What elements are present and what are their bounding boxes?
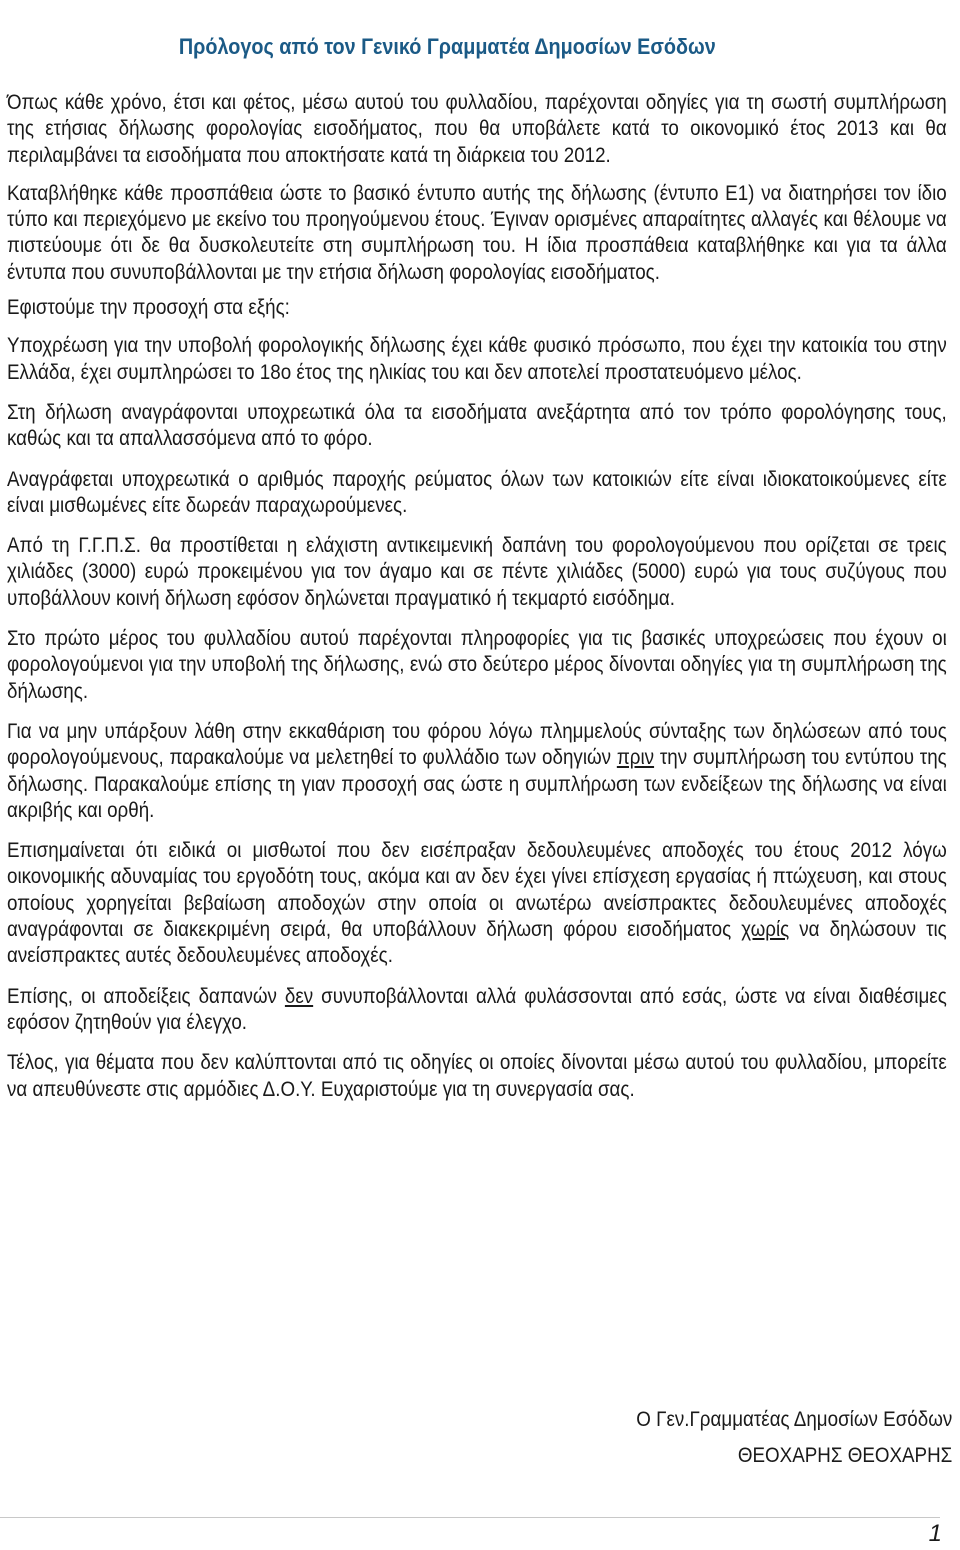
paragraph-electricity-number: Αναγράφεται υποχρεωτικά ο αριθμός παροχής ρεύματος όλων των κατοικιών είτε είναι ιδιοκατοικούμενες είτε είναι μισθωμένες είτε δωρεάν παραχωρούμενες. xyxy=(7,467,947,517)
paragraph-attention: Εφιστούμε την προσοχή στα εξής: xyxy=(7,296,290,320)
paragraph-intro: Όπως κάθε χρόνο, έτσι και φέτος, μέσω αυτού του φυλλαδίου, παρέχονται οδηγίες για τη σωστή συμπλήρωση της ετήσιας δήλωσης φορολογίας εισοδήματος, που θα υποβάλετε κατά το οικονομικό έτος 2013 και θα περιλαμβάνει τα εισοδήματα που αποκτήσατε κατά τη διάρκεια του 2012. xyxy=(7,91,947,167)
underlined-without-word: χωρίς xyxy=(741,918,790,942)
receipts-text-before: Επίσης, οι αποδείξεις δαπανών xyxy=(7,984,285,1008)
underlined-before-word: πριν xyxy=(616,746,655,770)
page-title: Πρόλογος από τον Γενικό Γραμματέα Δημοσίων Εσόδων xyxy=(178,34,716,59)
paragraph-salaried-unpaid xyxy=(7,838,947,969)
paragraph-receipts xyxy=(7,984,947,1037)
salaried-text-after: να δηλώσουν τις ανείσπρακτες αυτές δεδουλευμένες αποδοχές. xyxy=(7,918,947,968)
underlined-not-word: δεν xyxy=(284,984,314,1008)
paragraph-minimum-expense: Από τη Γ.Γ.Π.Σ. θα προστίθεται η ελάχιστη αντικειμενική δαπάνη του φορολογούμενου που ορίζεται σε τρεις χιλιάδες (3000) ευρώ προκειμένου για τον άγαμο και σε πέντε χιλιάδες (5000) ευρώ για τους συζύγους που υποβάλλουν κοινή δήλωση εφόσον δηλώνεται πραγματικό ή τεκμαρτό εισόδημα. xyxy=(7,534,947,610)
page-number: 1 xyxy=(928,1520,942,1547)
paragraph-obligation: Υποχρέωση για την υποβολή φορολογικής δήλωσης έχει κάθε φυσικό πρόσωπο, που έχει την κατοικία του στην Ελλάδα, έχει συμπληρώσει το 18ο έτος της ηλικίας του και δεν αποτελεί προστατευόμενο μέλος. xyxy=(7,334,947,384)
paragraph-closing: Τέλος, για θέματα που δεν καλύπτονται από τις οδηγίες οι οποίες δίνονται μέσω αυτού του φυλλαδίου, μπορείτε να απευθύνεστε στις αρμόδιες Δ.Ο.Υ. Ευχαριστούμε για τη συνεργασία σας. xyxy=(7,1051,947,1101)
paragraph-income-declared: Στη δήλωση αναγράφονται υποχρεωτικά όλα τα εισοδήματα ανεξάρτητα από τον τρόπο φορολόγησης τους, καθώς και τα απαλλασσόμενα από το φόρο. xyxy=(7,400,947,451)
paragraph-avoid-errors xyxy=(7,719,947,824)
signature-name: ΘΕΟΧΑΡΗΣ ΘΕΟΧΑΡΗΣ xyxy=(737,1444,953,1467)
signature-title: Ο Γεν.Γραμματέας Δημοσίων Εσόδων xyxy=(636,1408,953,1431)
avoid-errors-text-after: την συμπλήρωση του εντύπου της δήλωσης. Παρακαλούμε επίσης τη γιαν προσοχή σας ώστε η συμπλήρωση των ενδείξεων της δήλωσης να είναι ακριβής και ορθή. xyxy=(7,746,947,822)
receipts-text-after: συνυποβάλλονται αλλά φυλάσσονται από εσάς, ώστε να είναι διαθέσιμες εφόσον ζητηθούν για έλεγχο. xyxy=(7,984,947,1034)
footer-divider xyxy=(0,1517,940,1518)
document-body xyxy=(7,90,947,1117)
avoid-errors-text-before: Για να μην υπάρξουν λάθη στην εκκαθάριση του φόρου λόγω πλημμελούς σύνταξης των δηλώσεων από τους φορολογούμενους, παρακαλούμε να μελετηθεί το φυλλάδιο των οδηγιών xyxy=(7,719,947,770)
paragraph-booklet-parts: Στο πρώτο μέρος του φυλλαδίου αυτού παρέχονται πληροφορίες για τις βασικές υποχρεώσεις που έχουν οι φορολογούμενοι για την υποβολή της δήλωσης, ενώ στο δεύτερο μέρος δίνονται οδηγίες για τη συμπλήρωση της δήλωσης. xyxy=(7,627,947,703)
paragraph-form-e1: Καταβλήθηκε κάθε προσπάθεια ώστε το βασικό έντυπο αυτής της δήλωσης (έντυπο Ε1) να διατηρήσει τον ίδιο τύπο και περιεχόμενο με εκείνο του προηγούμενου έτους. Έγιναν ορισμένες απαραίτητες αλλαγές και θέλουμε να πιστεύουμε ότι δε θα δυσκολευτείτε στη συμπλήρωση του. Η ίδια προσπάθεια καταβλήθηκε και για τα άλλα έντυπα που συνυποβάλλονται με την ετήσια δήλωση φορολογίας εισοδήματος. xyxy=(7,181,947,284)
salaried-text-before: Επισημαίνεται ότι ειδικά οι μισθωτοί που δεν εισέπραξαν δεδουλευμένες αποδοχές του έτους 2012 λόγω οικονομικής αδυναμίας του εργοδότη τους, ακόμα και αν δεν έχει γίνει επίσχεση εργασίας ή πτώχευση, και στους οποίους χορηγείται βεβαίωση αποδοχών στην οποία οι ανωτέρω ανείσπρακτες δεδουλευμένες αποδοχές αναγράφονται σε διακεκριμένη σειρά, θα υποβάλλουν δήλωση φόρου εισοδήματος xyxy=(7,839,947,942)
